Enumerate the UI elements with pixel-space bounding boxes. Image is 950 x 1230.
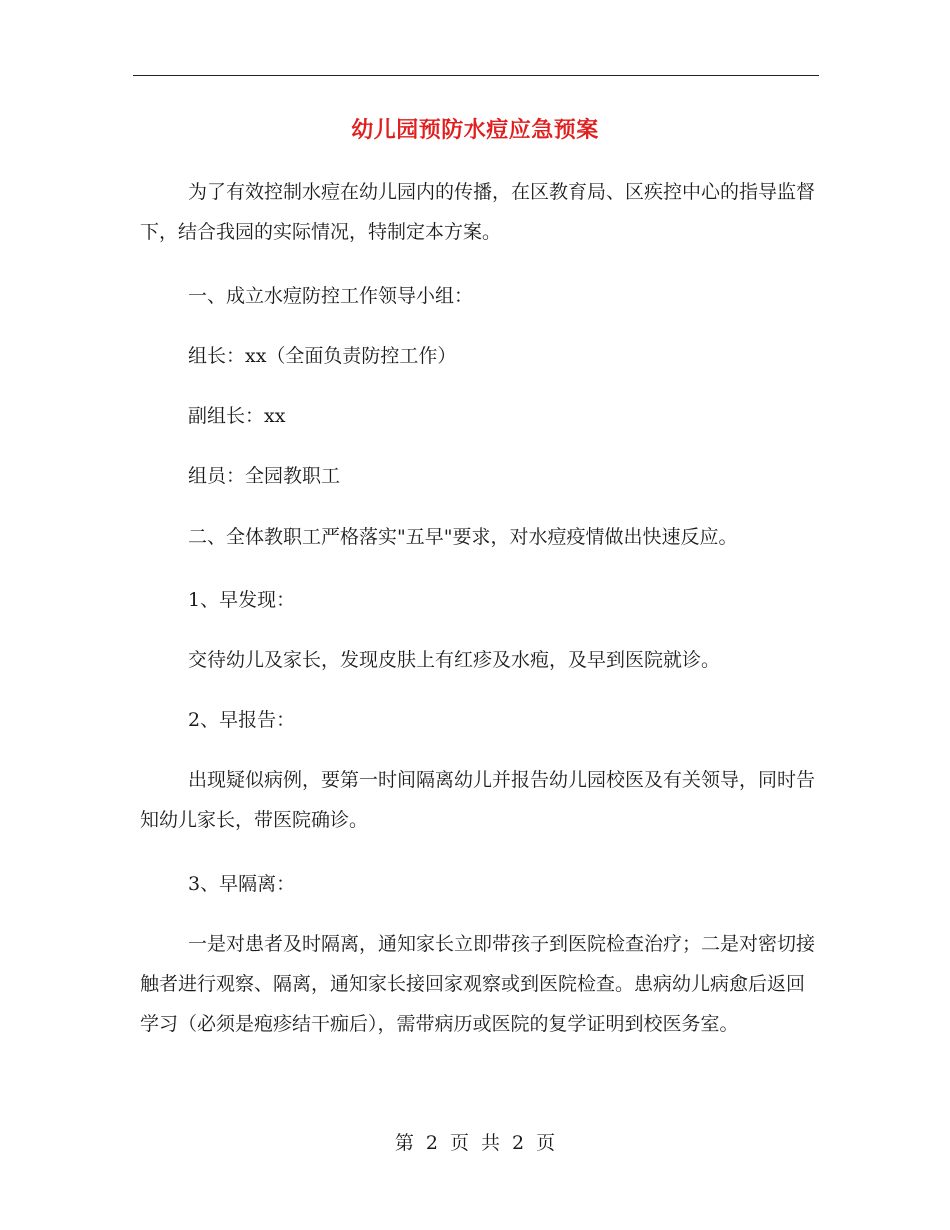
leader-line: 组长：xx（全面负责防控工作）: [188, 345, 457, 367]
item1-body: 交待幼儿及家长，发现皮肤上有红疹及水疱，及早到医院就诊。: [188, 649, 721, 671]
item1-heading: 1、早发现：: [188, 589, 296, 611]
item3-body: 一是对患者及时隔离，通知家长立即带孩子到医院检查治疗；二是对密切接触者进行观察、隔离，通知家长接回家观察或到医院检查。患病幼儿病愈后返回学习（必须是疱疹结干痂后），需带病历或医院的复学证明到校医务室。: [140, 933, 816, 1035]
intro-paragraph: 为了有效控制水痘在幼儿园内的传播，在区教育局、区疾控中心的指导监督下，结合我园的实际情况，特制定本方案。: [140, 181, 816, 243]
section1-heading: 一、成立水痘防控工作领导小组：: [188, 285, 474, 307]
deputy-leader-line: 副组长：xx: [188, 405, 286, 427]
header-rule: [133, 75, 819, 76]
item3-heading: 3、早隔离：: [188, 873, 296, 895]
members-line: 组员：全园教职工: [188, 465, 341, 487]
page-footer: 第 2 页 共 2 页: [394, 1132, 556, 1154]
item2-heading: 2、早报告：: [188, 709, 296, 731]
document-title: 幼儿园预防水痘应急预案: [351, 118, 599, 143]
section2-heading: 二、全体教职工严格落实"五早"要求，对水痘疫情做出快速反应。: [188, 526, 738, 548]
item2-body: 出现疑似病例，要第一时间隔离幼儿并报告幼儿园校医及有关领导，同时告知幼儿家长，带医院确诊。: [140, 769, 816, 831]
